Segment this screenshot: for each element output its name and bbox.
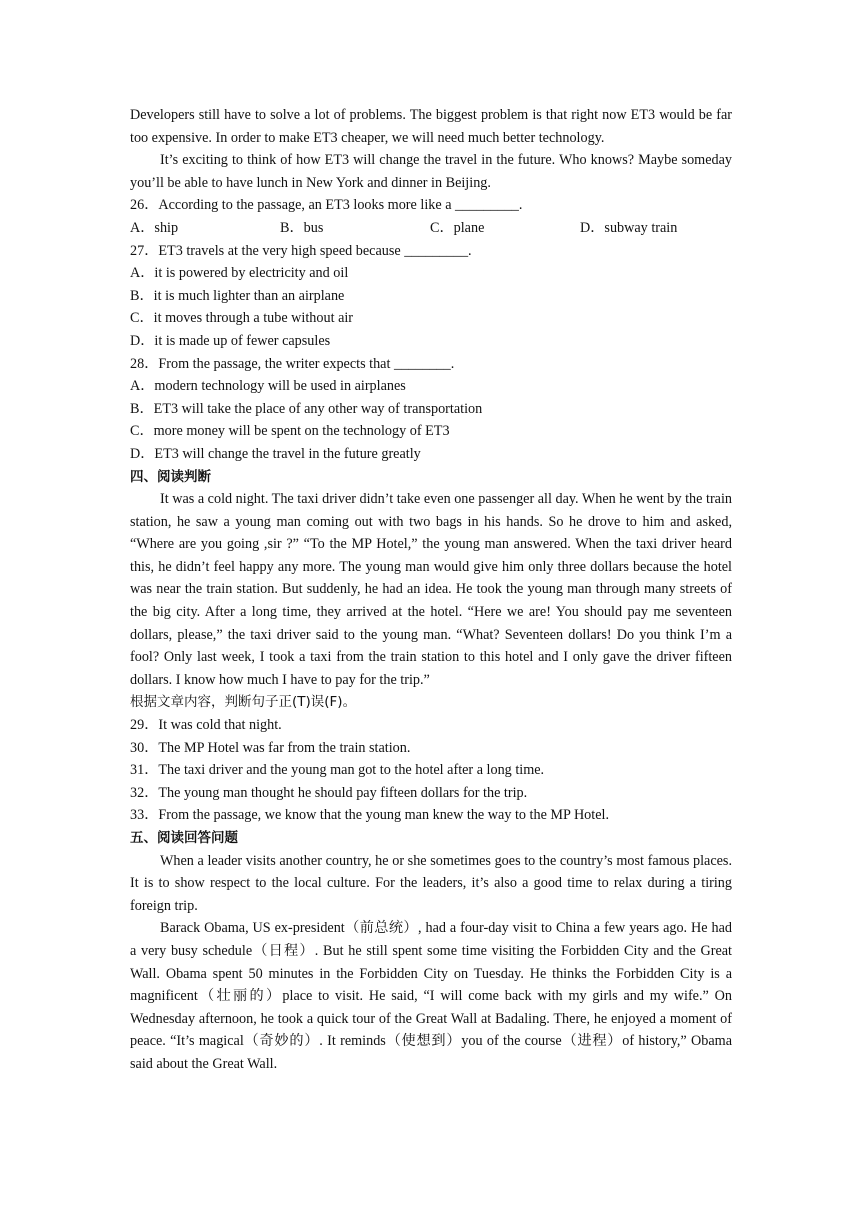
option-a: A．ship xyxy=(130,219,179,236)
section-5-paragraph: When a leader visits another country, he or she sometimes goes to the country’s most famous places. It is to show respect to the local culture. For the leaders, it’s also a good time to relax during a tiring foreign trip. xyxy=(130,852,732,914)
option-c: C．it moves through a tube without air xyxy=(130,310,354,327)
option-d: D．it is made up of fewer capsules xyxy=(130,332,331,349)
section-4-passage: It was a cold night. The taxi driver didn’t take even one passenger all day. When he went by the train station, he saw a young man coming out with two bags in his hands. So he drove to him and asked, “Where are you going ,sir ?” “To the MP Hotel,” the young man answered. When the taxi driver heard this, he didn’t feel happy any more. The young man would give him only three dollars because the hotel was near the train station. But suddenly, he had an idea. He took the young man through many streets of the big city. After a long time, they arrived at the hotel. “Here we are! You should pay me seventeen dollars, please,” the taxi driver said to the young man. “What? Seventeen dollars! Do you think I’m a fool? Only last week, I took a taxi from the train station to this hotel and I only gave the driver fifteen dollars. I know how much I have to pay for the trip.” xyxy=(130,491,732,688)
document-page xyxy=(130,104,732,1076)
option-c: C．more money will be spent on the technology of ET3 xyxy=(130,423,450,440)
option-c: C．plane xyxy=(430,219,485,236)
section-4-heading: 四、阅读判断 xyxy=(130,468,211,485)
option-d: D．ET3 will change the travel in the future greatly xyxy=(130,445,421,462)
section-4-instruction: 根据文章内容，判断句子正(T)误(F)。 xyxy=(130,694,357,711)
question-27-stem: 27．ET3 travels at the very high speed because _________. xyxy=(130,242,472,259)
paragraph: Developers still have to solve a lot of problems. The biggest problem is that right now ET3 would be far too expensive. In order to make ET3 cheaper, we will need much better technology. xyxy=(130,107,732,146)
statement-31: 31．The taxi driver and the young man got to the hotel after a long time. xyxy=(130,762,545,779)
question-26-stem: 26．According to the passage, an ET3 looks more like a _________. xyxy=(130,197,523,214)
statement-32: 32．The young man thought he should pay fifteen dollars for the trip. xyxy=(130,784,528,801)
section-5-paragraph: Barack Obama, US ex-president（前总统）, had a four-day visit to China a few years ago. He had a very busy schedule（日程）. But he still spent some time visiting the Forbidden City and the Great Wall. Obama spent 50 minutes in the Forbidden City on Tuesday. He thinks the Forbidden City is a magnificent（壮丽的）place to visit. He said, “I will come back with my girls and my wife.” On Wednesday afternoon, he took a quick tour of the Great Wall at Badaling. There, he enjoyed a moment of peace. “It’s magical（奇妙的）. It reminds（使想到）you of the course（进程）of history,” Obama said about the Great Wall. xyxy=(130,920,732,1072)
statement-33: 33．From the passage, we know that the young man knew the way to the MP Hotel. xyxy=(130,807,610,824)
paragraph: It’s exciting to think of how ET3 will change the travel in the future. Who knows? Maybe someday you’ll be able to have lunch in New York and dinner in Beijing. xyxy=(130,152,732,191)
option-b: B．ET3 will take the place of any other way of transportation xyxy=(130,400,483,417)
option-a: A．modern technology will be used in airplanes xyxy=(130,378,406,395)
statement-30: 30．The MP Hotel was far from the train station. xyxy=(130,739,411,756)
question-26-options xyxy=(130,217,732,240)
option-d: D．subway train xyxy=(580,219,678,236)
option-b: B．it is much lighter than an airplane xyxy=(130,287,345,304)
section-5-heading: 五、阅读回答问题 xyxy=(130,830,238,846)
option-b: B．bus xyxy=(280,219,324,236)
statement-29: 29．It was cold that night. xyxy=(130,717,282,734)
question-28-stem: 28．From the passage, the writer expects that ________. xyxy=(130,355,455,372)
option-a: A．it is powered by electricity and oil xyxy=(130,265,349,282)
